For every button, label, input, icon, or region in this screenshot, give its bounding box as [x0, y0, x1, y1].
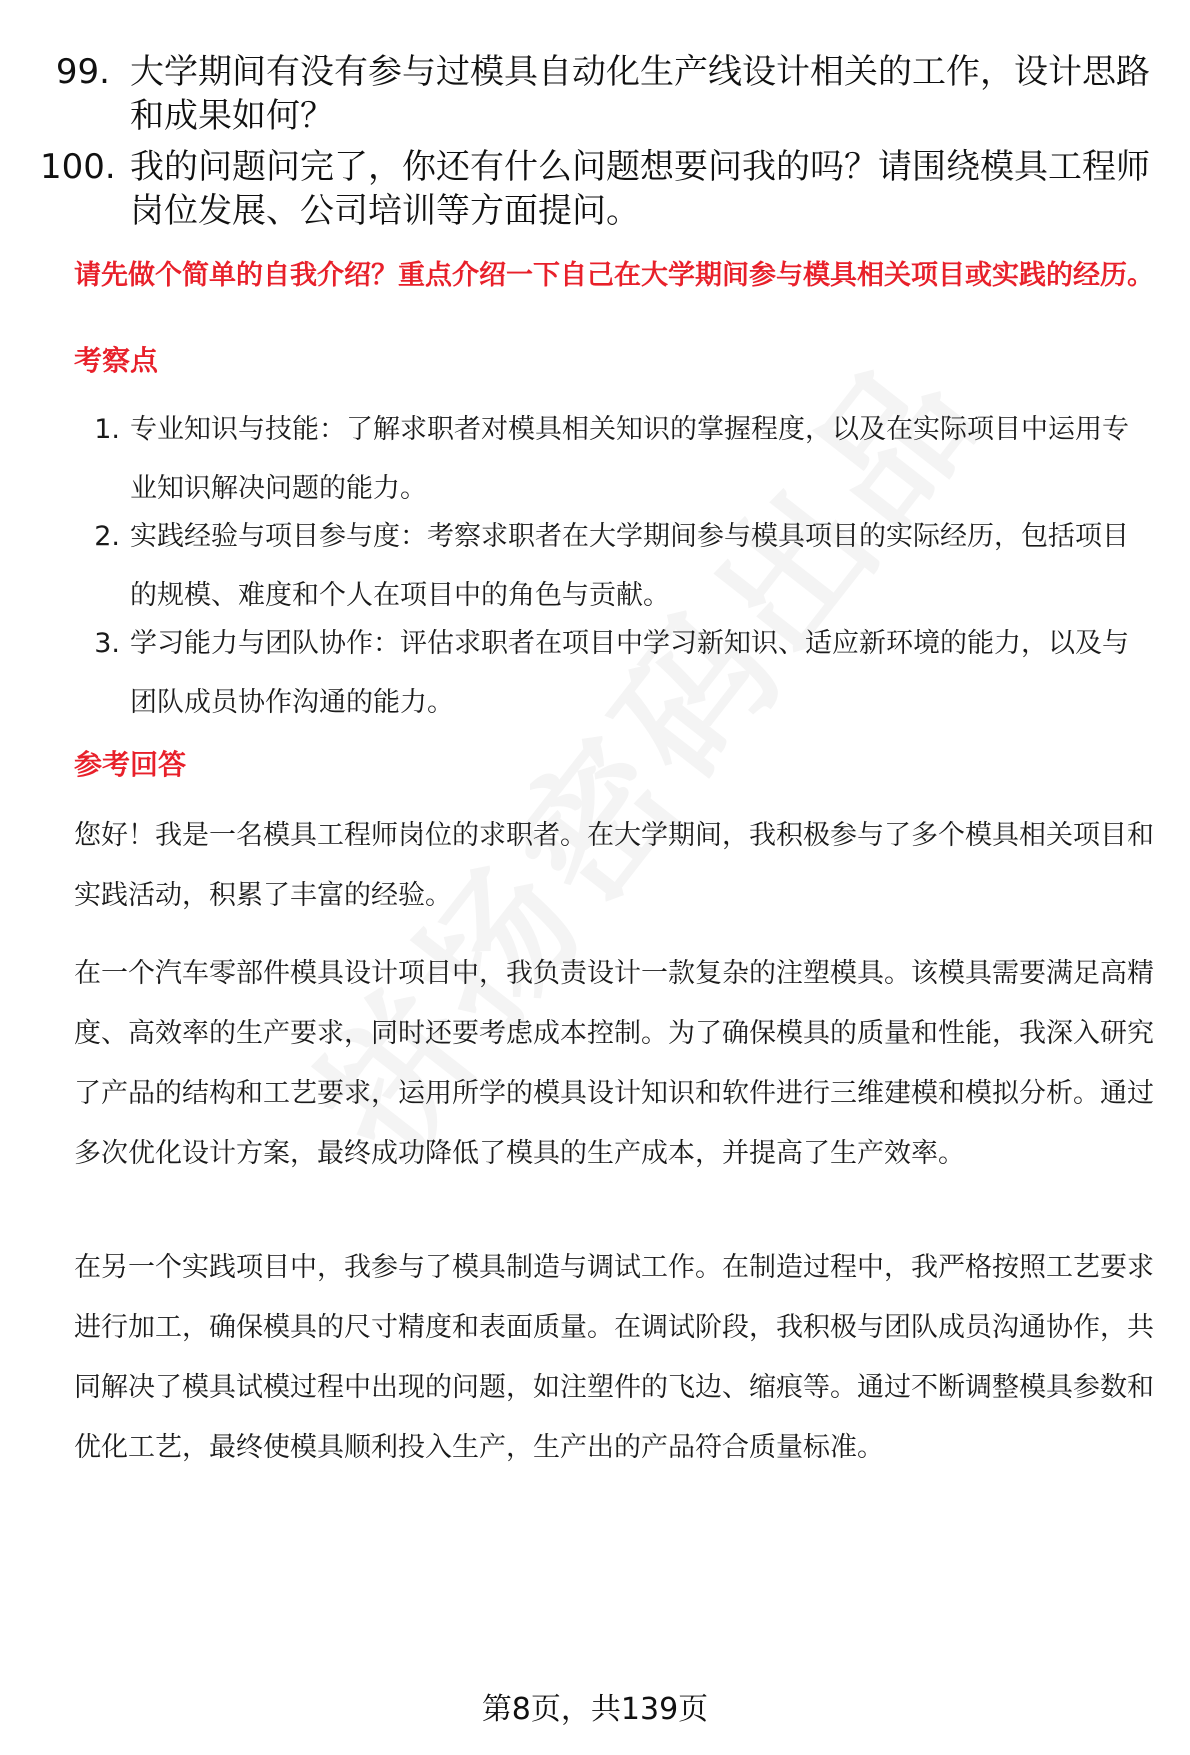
page-number-footer: 第8页，共139页: [481, 1692, 709, 1727]
question-text: 大学期间有没有参与过模具自动化生产线设计相关的工作，设计思路和成果如何？: [130, 52, 1150, 136]
answer-paragraph: 在另一个实践项目中，我参与了模具制造与调试工作。在制造过程中，我严格按照工艺要求进行加工，确保模具的尺寸精度和表面质量。在调试阶段，我积极与团队成员沟通协作，共同解决了模具试模过程中出现的问题，如注塑件的飞边、缩痕等。通过不断调整模具参数和优化工艺，最终使模具顺利投入生产，生产出的产品符合质量标准。: [74, 1252, 1154, 1463]
answer-paragraph: 您好！我是一名模具工程师岗位的求职者。在大学期间，我积极参与了多个模具相关项目和实践活动，积累了丰富的经验。: [74, 820, 1154, 911]
exam-point-text: 学习能力与团队协作：评估求职者在项目中学习新知识、适应新环境的能力，以及与团队成员协作沟通的能力。: [130, 628, 1129, 718]
exam-point-item: [74, 400, 1154, 518]
answer-paragraph: 在一个汽车零部件模具设计项目中，我负责设计一款复杂的注塑模具。该模具需要满足高精度、高效率的生产要求，同时还要考虑成本控制。为了确保模具的质量和性能，我深入研究了产品的结构和工艺要求，运用所学的模具设计知识和软件进行三维建模和模拟分析。通过多次优化设计方案，最终成功降低了模具的生产成本，并提高了生产效率。: [74, 958, 1154, 1169]
question-number: 99.: [55, 52, 110, 92]
exam-point-item: [74, 614, 1154, 732]
reference-answer-heading: 参考回答: [74, 748, 187, 781]
exam-point-number: 3.: [94, 628, 120, 659]
exam-point-item: [74, 507, 1154, 625]
exam-point-number: 1.: [94, 414, 120, 445]
exam-point-number: 2.: [94, 521, 120, 552]
question-item-99: [40, 50, 1150, 138]
question-number: 100.: [40, 147, 116, 187]
question-title: 请先做个简单的自我介绍？重点介绍一下自己在大学期间参与模具相关项目或实践的经历。: [74, 260, 1154, 291]
exam-point-text: 专业知识与技能：了解求职者对模具相关知识的掌握程度，以及在实际项目中运用专业知识解决问题的能力。: [130, 414, 1129, 504]
question-text: 我的问题问完了，你还有什么问题想要问我的吗？请围绕模具工程师岗位发展、公司培训等方面提问。: [130, 147, 1150, 231]
question-item-100: [40, 145, 1150, 233]
exam-points-heading: 考察点: [74, 344, 159, 377]
exam-point-text: 实践经验与项目参与度：考察求职者在大学期间参与模具项目的实际经历，包括项目的规模、难度和个人在项目中的角色与贡献。: [130, 521, 1129, 611]
